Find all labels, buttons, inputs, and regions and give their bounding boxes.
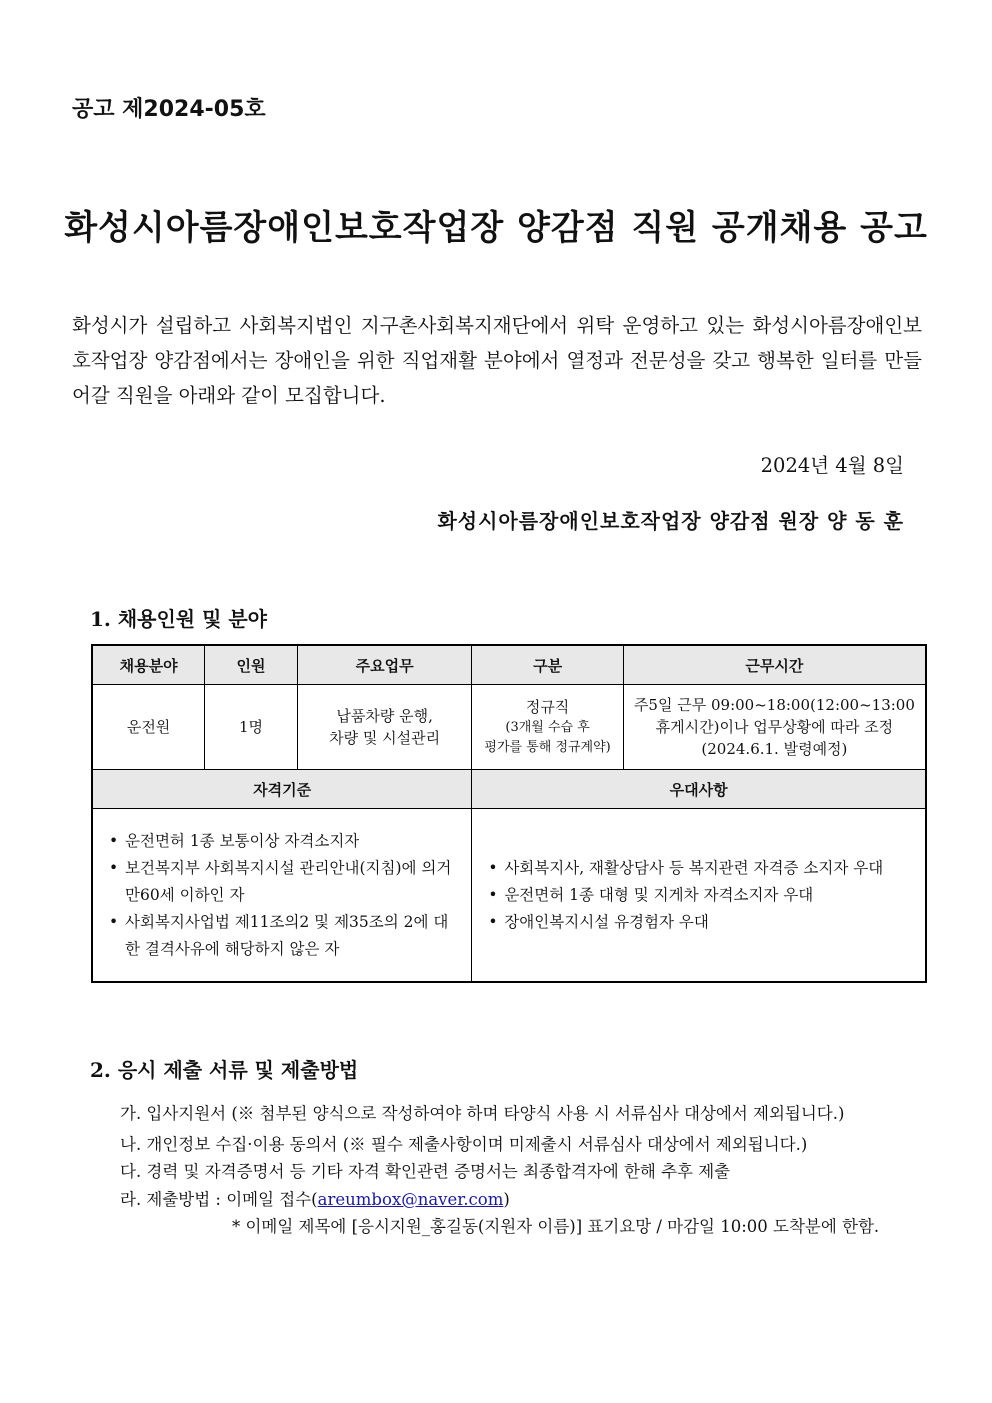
recruitment-table (91, 644, 927, 983)
type-line-1: 정규직 (525, 698, 570, 716)
list-item: • 사회복지사업법 제11조의2 및 제35조의 2에 대한 결격사유에 해당하지 않은 자 (107, 909, 461, 963)
email-note: * 이메일 제목에 [응시지원_홍길동(지원자 이름)] 표기요망 / 마감일 10:00 도착분에 한함. (232, 1217, 880, 1236)
list-item: • 보건복지부 사회복지시설 관리안내(지침)에 의거 만60세 이하인 자 (107, 855, 461, 909)
hours-line-1: 주5일 근무 09:00~18:00(12:00~13:00 (633, 696, 915, 714)
cell-duty (297, 685, 471, 770)
item-ra-prefix: 라. 제출방법 : 이메일 접수( (120, 1190, 318, 1209)
cell-count: 1명 (205, 685, 298, 770)
duty-line-2: 차량 및 시설관리 (329, 729, 441, 747)
cell-field: 운전원 (92, 685, 205, 770)
email-link[interactable]: areumbox@naver.com (317, 1190, 504, 1209)
header-type: 구분 (472, 645, 624, 685)
preferences-list (472, 855, 925, 936)
section2-title: 2. 응시 제출 서류 및 제출방법 (90, 1058, 359, 1082)
item-na: 나. 개인정보 수집·이용 동의서 (※ 필수 제출사항이며 미제출시 서류심사 대상에서 제외됩니다.) (120, 1135, 808, 1154)
duty-line-1: 납품차량 운행, (336, 707, 433, 725)
header-hours: 근무시간 (623, 645, 926, 685)
list-item: • 사회복지사, 재활상담사 등 복지관련 자격증 소지자 우대 (486, 855, 915, 882)
cell-type (472, 685, 624, 770)
item-ga: 가. 입사지원서 (※ 첨부된 양식으로 작성하여야 하며 타양식 사용 시 서류심사 대상에서 제외됩니다.) (120, 1104, 845, 1123)
section1-title: 1. 채용인원 및 분야 (90, 607, 268, 631)
type-line-2: (3개월 수습 후 (505, 720, 590, 735)
header-count: 인원 (205, 645, 298, 685)
notice-date: 2024년 4월 8일 (760, 454, 904, 477)
item-ra-suffix: ) (503, 1190, 510, 1209)
hours-line-2: 휴게시간)이나 업무상황에 따라 조정 (655, 718, 894, 736)
qualifications-cell (92, 809, 472, 983)
hours-line-3: (2024.6.1. 발령예정) (701, 740, 848, 758)
notice-number: 공고 제2024-05호 (72, 97, 266, 122)
preferences-cell (472, 809, 926, 983)
signer: 화성시아름장애인보호작업장 양감점 원장 양 동 훈 (437, 509, 904, 533)
list-item: • 운전면허 1종 대형 및 지게차 자격소지자 우대 (486, 882, 915, 909)
header-preferences: 우대사항 (472, 770, 926, 809)
qualifications-list (93, 828, 471, 963)
intro-paragraph: 화성시가 설립하고 사회복지법인 지구촌사회복지재단에서 위탁 운영하고 있는 화성시아름장애인보호작업장 양감점에서는 장애인을 위한 직업재활 분야에서 열정과 전문성을 갖고 행복한 일터를 만들어갈 직원을 아래와 같이 모집합니다. (72, 314, 922, 407)
item-ra (120, 1186, 510, 1210)
header-qualifications: 자격기준 (92, 770, 472, 809)
header-field: 채용분야 (92, 645, 205, 685)
list-item: • 운전면허 1종 보통이상 자격소지자 (107, 828, 461, 855)
item-da: 다. 경력 및 자격증명서 등 기타 자격 확인관련 증명서는 최종합격자에 한해 추후 제출 (120, 1162, 731, 1181)
type-line-3: 평가를 통해 정규계약) (484, 740, 611, 755)
cell-hours (623, 685, 926, 770)
page-title: 화성시아름장애인보호작업장 양감점 직원 공개채용 공고 (64, 208, 928, 248)
header-duty: 주요업무 (297, 645, 471, 685)
list-item: • 장애인복지시설 유경험자 우대 (486, 909, 915, 936)
